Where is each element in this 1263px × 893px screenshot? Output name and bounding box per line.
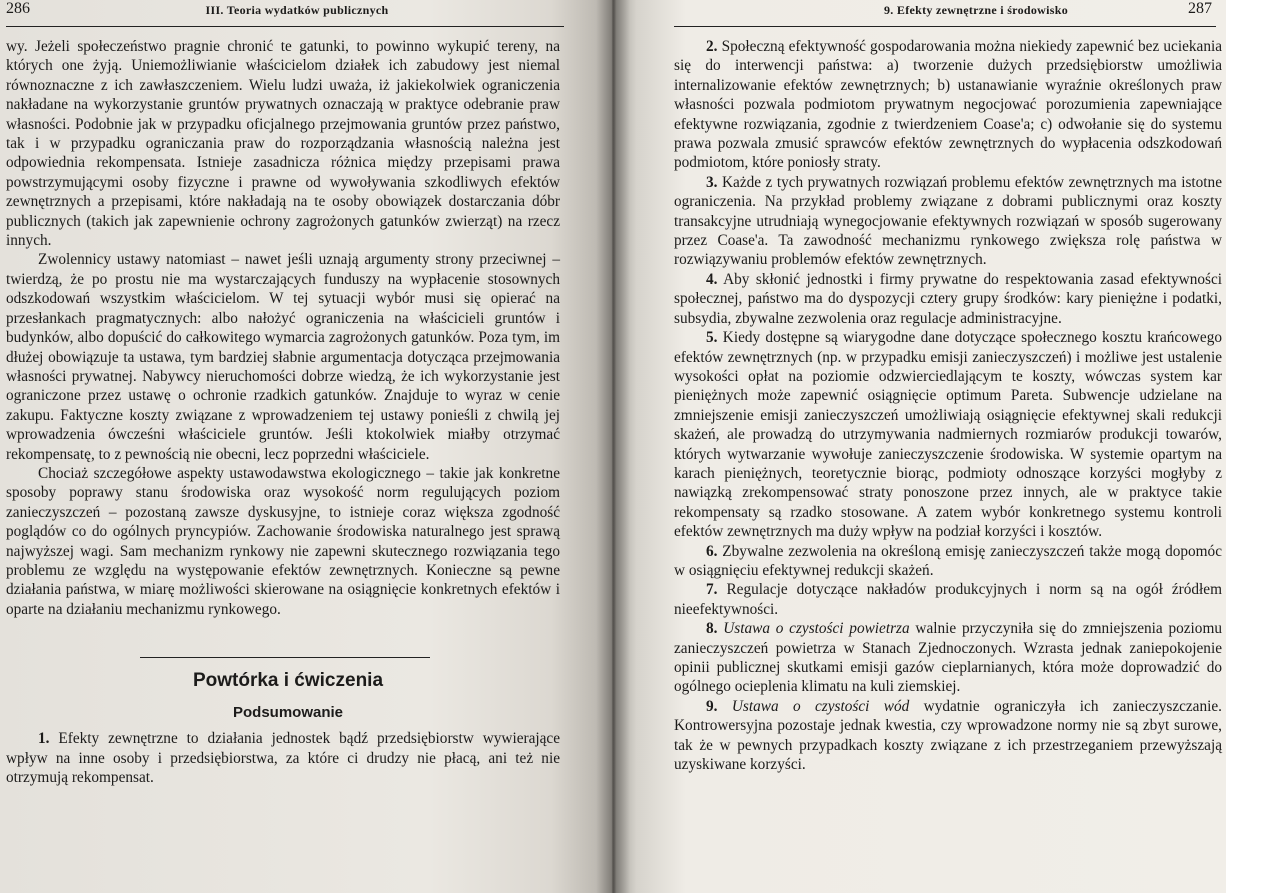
summary-item-number: 9. xyxy=(706,697,718,715)
left-page-number: 286 xyxy=(6,0,30,17)
right-page-header xyxy=(674,0,1216,27)
summary-item-9 xyxy=(674,697,1222,775)
right-body-text xyxy=(674,37,1222,774)
summary-item-6 xyxy=(674,542,1222,581)
summary-item-text: Każde z tych prywatnych rozwiązań problemu efektów zewnętrznych ma istotne ograniczenia. Na przykład problemy związane z dobrami publicznymi oraz koszty transakcyjne utrudniają wynegocjowanie efektywnych rozwiązań w sposób sugerowany przez Coase'a. Ta zawodność mechanizmu rynkowego zwiększa rolę państwa w rozwiązywaniu problemów efektów zewnętrznych. xyxy=(674,173,1222,269)
left-page xyxy=(0,0,612,893)
right-page-number: 287 xyxy=(1188,0,1212,17)
summary-item-1 xyxy=(6,729,560,787)
paragraph-conclusion: Chociaż szczegółowe aspekty ustawodawstwa ekologicznego – takie jak konkretne sposoby poprawy stanu środowiska oraz wysokość norm regulujących poziom zanieczyszczeń – pozostaną zawsze dyskusyjne, to istnieje coraz większa zgodność poglądów co do ogólnych pryncypiów. Zachowanie środowiska naturalnego jest sprawą najwyższej wagi. Sam mechanizm rynkowy nie zapewni skutecznego rozwiązania tego problemu ze względu na występowanie efektów zewnętrznych. Konieczne są pewne działania państwa, w miarę możliwości skierowane na osiągnięcie konkretnych efektów i oparte na działaniu mechanizmu rynkowego. xyxy=(6,464,560,618)
left-page-header xyxy=(6,0,564,27)
summary-item-text: Efekty zewnętrzne to działania jednostek bądź przedsiębiorstw wywierające wpływ na inne osoby i przedsiębiorstwa, za które ci drudzy nie płacą, ani też nie otrzymują rekompensat. xyxy=(6,730,560,786)
summary-item-4 xyxy=(674,270,1222,328)
summary-item-number: 7. xyxy=(706,581,718,599)
section-title: Powtórka i ćwiczenia xyxy=(192,670,384,692)
summary-item-3 xyxy=(674,173,1222,270)
right-running-head: 9. Efekty zewnętrzne i środowisko xyxy=(884,3,1068,17)
summary-item-number: 6. xyxy=(706,542,718,560)
summary-item-number: 2. xyxy=(706,38,718,55)
subsection-title: Podsumowanie xyxy=(232,704,344,722)
paragraph-continuation: wy. Jeżeli społeczeństwo pragnie chronić te gatunki, to powinno wykupić tereny, na których one żyją. Uniemożliwianie właścicielom działek ich zabudowy jest niemal równoznaczne z ich zawłaszczeniem. Wielu ludzi uważa, iż jakiekolwiek ograniczenia nakładane na wykorzystanie gruntów prywatnych oznaczają w praktyce odebranie praw własności. Podobnie jak w przypadku oficjalnego przejmowania gruntów przez państwo, tak i w przypadku ograniczania praw do rozporządzania własnością należna jest odpowiednia rekompensata. Istnieje zasadnicza różnica między przepisami prawa powstrzymującymi osoby fizyczne i prawne od wywoływania szkodliwych efektów zewnętrznych a przepisami, które nakładają na te osoby obowiązek dostarczania dóbr publicznych (takich jak zapewnienie ochrony zagrożonych gatunków zwierząt) na rzecz innych. xyxy=(6,38,560,250)
book-gutter-shadow xyxy=(596,0,630,893)
summary-item-text: Zbywalne zezwolenia na określoną emisję zanieczyszczeń także mogą dopomóc w osiągnięciu efektywnej redukcji skażeń. xyxy=(674,542,1222,579)
act-title-clean-water: Ustawa o czystości wód xyxy=(731,697,910,715)
summary-item-text: Kiedy dostępne są wiarygodne dane dotyczące społecznego kosztu krańcowego efektów zewnętrznych (np. w przypadku emisji zanieczyszczeń) i możliwe jest ustalenie wysokości opłat na poziomie odzwierciedlającym te koszty, wówczas system kar pieniężnych może zapewnić osiągnięcie optimum Pareta. Subwencje udzielane na zmniejszenie emisji zanieczyszczeń umożliwiają osiągnięcie efektywnej skali redukcji skażeń, ale prowadzą do utrzymywania nadmiernych rozmiarów produkcji towarów, których wytwarzanie wywołuje zanieczyszczenie środowiska. W systemie opartym na karach pieniężnych, teoretycznie biorąc, podmioty odnoszące korzyści mogłyby z nawiązką zrekompensować straty ponoszone przez innych, ale w praktyce takie rekompensaty są rzadko stosowane. A zatem wybór konkretnego systemu kontroli efektów zewnętrznych ma duży wpływ na podział korzyści i kosztów. xyxy=(674,329,1222,541)
summary-item-number: 5. xyxy=(706,329,718,347)
left-body-text xyxy=(6,37,560,619)
summary-item-text: Społeczną efektywność gospodarowania można niekiedy zapewnić bez uciekania się do interwencji państwa: a) tworzenie dużych przedsiębiorstw umożliwia internalizowanie efektów zewnętrznych; b) ustanawianie wyraźnie określonych praw własności pozwala podmiotom prywatnym negocjować porozumienia zapewniające efektywne rozwiązania, zgodnie z twierdzeniem Coase'a; c) odwołanie się do systemu prawa pozwala zmusić sprawców efektów zewnętrznych do wypłacenia odszkodowań podmiotom, które poniosły straty. xyxy=(674,38,1223,172)
section-divider xyxy=(140,657,430,658)
summary-item-number: 3. xyxy=(706,173,718,191)
summary-list-start xyxy=(6,729,560,787)
summary-item-7 xyxy=(674,580,1222,619)
summary-item-text: Aby skłonić jednostki i firmy prywatne do respektowania zasad efektywności społecznej, państwo ma do dyspozycji cztery grupy środków: kary pieniężne i podatki, subsydia, zbywalne zezwolenia oraz regulacje administracyjne. xyxy=(674,270,1223,327)
paragraph-proponents: Zwolennicy ustawy natomiast – nawet jeśli uznają argumenty strony przeciwnej – twierdzą, że po prostu nie ma wystarczających funduszy na wypłacenie stosownych odszkodowań wszystkim właścicielom. W tej sytuacji wybór musi się opierać na przesłankach pragmatycznych: albo nałożyć ograniczenia na właścicieli gruntów i budynków, albo dopuścić do całkowitego wymarcia zagrożonych gatunków. Poza tym, im dłużej obowiązuje ta ustawa, tym bardziej słabnie argumentacja dotycząca przejmowania własności prywatnej. Nabywcy nieruchomości dobrze wiedzą, że ich wykorzystanie jest ograniczone przez ustawę o ochronie rzadkich gatunków. Znajduje to wyraz w cenie zakupu. Faktyczne koszty związane z wprowadzeniem tej ustawy ponieśli z chwilą jej wprowadzenia ówcześni właściciele gruntów. Jeśli ktokolwiek miałby otrzymać rekompensatę, to z pewnością nie obecni, lecz poprzedni właściciele. xyxy=(6,251,560,463)
summary-item-number: 4. xyxy=(706,270,718,288)
act-title-clean-air: Ustawa o czystości powietrza xyxy=(723,620,910,638)
summary-item-number: 8. xyxy=(706,620,718,638)
summary-item-5 xyxy=(674,328,1222,541)
summary-item-2 xyxy=(674,37,1222,173)
summary-item-text: walnie przyczyniła się do zmniejszenia poziomu zanieczyszczeń powietrza w Stanach Zjednoczonych. Wzrasta jednak zaniepokojenie opinii publicznej skutkami emisji gazów cieplarnianych, która może doprowadzić do ogólnego ocieplenia klimatu na kuli ziemskiej. xyxy=(674,620,1223,696)
summary-item-8 xyxy=(674,619,1222,697)
summary-item-number: 1. xyxy=(38,730,50,748)
right-page xyxy=(612,0,1226,893)
summary-item-text: Regulacje dotyczące nakładów produkcyjnych i norm są na ogół źródłem nieefektywności. xyxy=(674,581,1222,618)
left-running-head: III. Teoria wydatków publicznych xyxy=(205,3,389,17)
summary-item-text: wydatnie ograniczyła ich zanieczyszczanie. Kontrowersyjna pozostaje jednak kwestia, czy wprowadzone normy nie są zbyt surowe, tak że w pewnych przypadkach koszty związane z ich przestrzeganiem przewyższają uzyskiwane korzyści. xyxy=(674,697,1222,774)
